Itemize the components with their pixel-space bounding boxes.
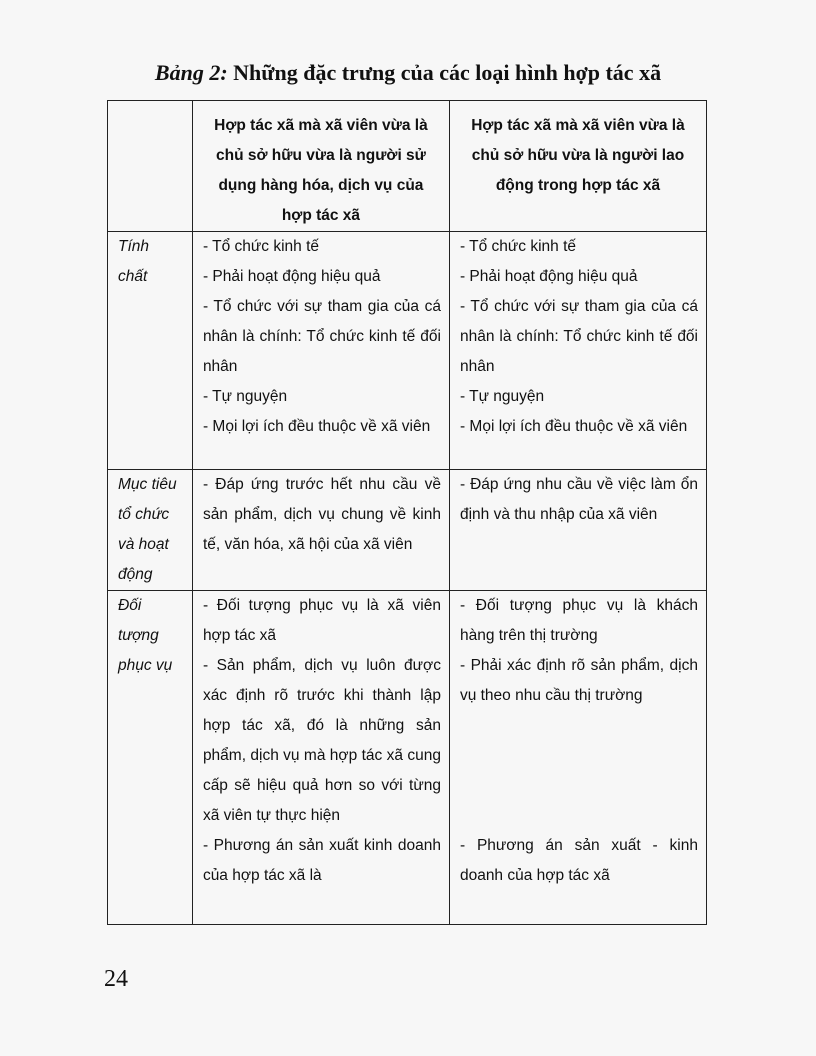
page-number: 24	[104, 966, 128, 992]
row-label-line: phục vụ	[118, 657, 173, 674]
header-empty-cell	[108, 101, 193, 232]
list-item: - Phải hoạt động hiệu quả	[459, 268, 638, 285]
header-worker-owner-coop: Hợp tác xã mà xã viên vừa là chủ sở hữu vừa là người lao động trong hợp tác xã	[449, 101, 706, 232]
row-label-line: chất	[118, 268, 148, 285]
list-item: - Tổ chức kinh tế	[459, 238, 577, 255]
list-item: - Tự nguyện	[459, 388, 545, 405]
list-item: - Tự nguyện	[202, 388, 288, 405]
cell-nature-b	[449, 232, 706, 470]
table-caption-text: Những đặc trưng của các loại hình hợp tác xã	[227, 60, 662, 85]
row-label-line: tổ chức	[118, 506, 170, 523]
list-item: - Đáp ứng trước hết nhu cầu về sản phẩm, dịch vụ chung về kinh tế, văn hóa, xã hội của xã viên	[202, 476, 441, 553]
list-item: - Đáp ứng nhu cầu về việc làm ổn định và thu nhập của xã viên	[459, 476, 698, 523]
row-label-line: động	[118, 566, 153, 583]
table-caption-lead: Bảng 2:	[154, 60, 228, 85]
characteristics-table	[107, 100, 707, 925]
list-item: - Phương án sản xuất kinh doanh của hợp tác xã là	[202, 837, 441, 884]
header-user-owner-coop: Hợp tác xã mà xã viên vừa là chủ sở hữu vừa là người sử dụng hàng hóa, dịch vụ của hợp tác xã	[192, 101, 449, 232]
row-label-line: Tính	[118, 238, 150, 255]
list-item: - Tổ chức với sự tham gia của cá nhân là chính: Tổ chức kinh tế đối nhân	[459, 298, 698, 375]
row-served	[108, 591, 707, 925]
table-header-row	[108, 101, 707, 232]
list-item: - Tổ chức kinh tế	[202, 238, 319, 255]
cell-nature-a	[192, 232, 449, 470]
list-item: - Tổ chức với sự tham gia của cá nhân là chính: Tổ chức kinh tế đối nhân	[202, 298, 441, 375]
row-label-line: Đối	[118, 597, 142, 614]
row-nature	[108, 232, 707, 470]
list-item: - Phương án sản xuất - kinh doanh của hợp tác xã	[459, 837, 698, 884]
list-item: - Sản phẩm, dịch vụ luôn được xác định rõ trước khi thành lập hợp tác xã, đó là những sản phẩm, dịch vụ mà hợp tác xã cung cấp sẽ hiệu quả hơn so với từng xã viên tự thực hiện	[202, 657, 441, 824]
cell-served-b	[449, 591, 706, 925]
list-item: - Mọi lợi ích đều thuộc về xã viên	[202, 418, 431, 435]
list-item: - Đối tượng phục vụ là xã viên hợp tác xã	[202, 597, 441, 644]
row-label-line: tượng	[118, 627, 159, 644]
row-goals	[108, 470, 707, 591]
list-item: - Phải xác định rõ sản phẩm, dịch vụ theo nhu cầu thị trường	[459, 657, 698, 704]
row-label-line: Mục tiêu	[118, 476, 177, 493]
list-item: - Mọi lợi ích đều thuộc về xã viên	[459, 418, 688, 435]
cell-goals-b	[449, 470, 706, 591]
row-label-nature	[108, 232, 193, 470]
list-item: - Đối tượng phục vụ là khách hàng trên thị trường	[459, 597, 698, 644]
row-label-line: và hoạt	[118, 536, 169, 553]
cell-goals-a	[192, 470, 449, 591]
page-title	[0, 60, 816, 86]
row-label-goals	[108, 470, 193, 591]
row-label-served	[108, 591, 193, 925]
list-item: - Phải hoạt động hiệu quả	[202, 268, 381, 285]
cell-served-a	[192, 591, 449, 925]
